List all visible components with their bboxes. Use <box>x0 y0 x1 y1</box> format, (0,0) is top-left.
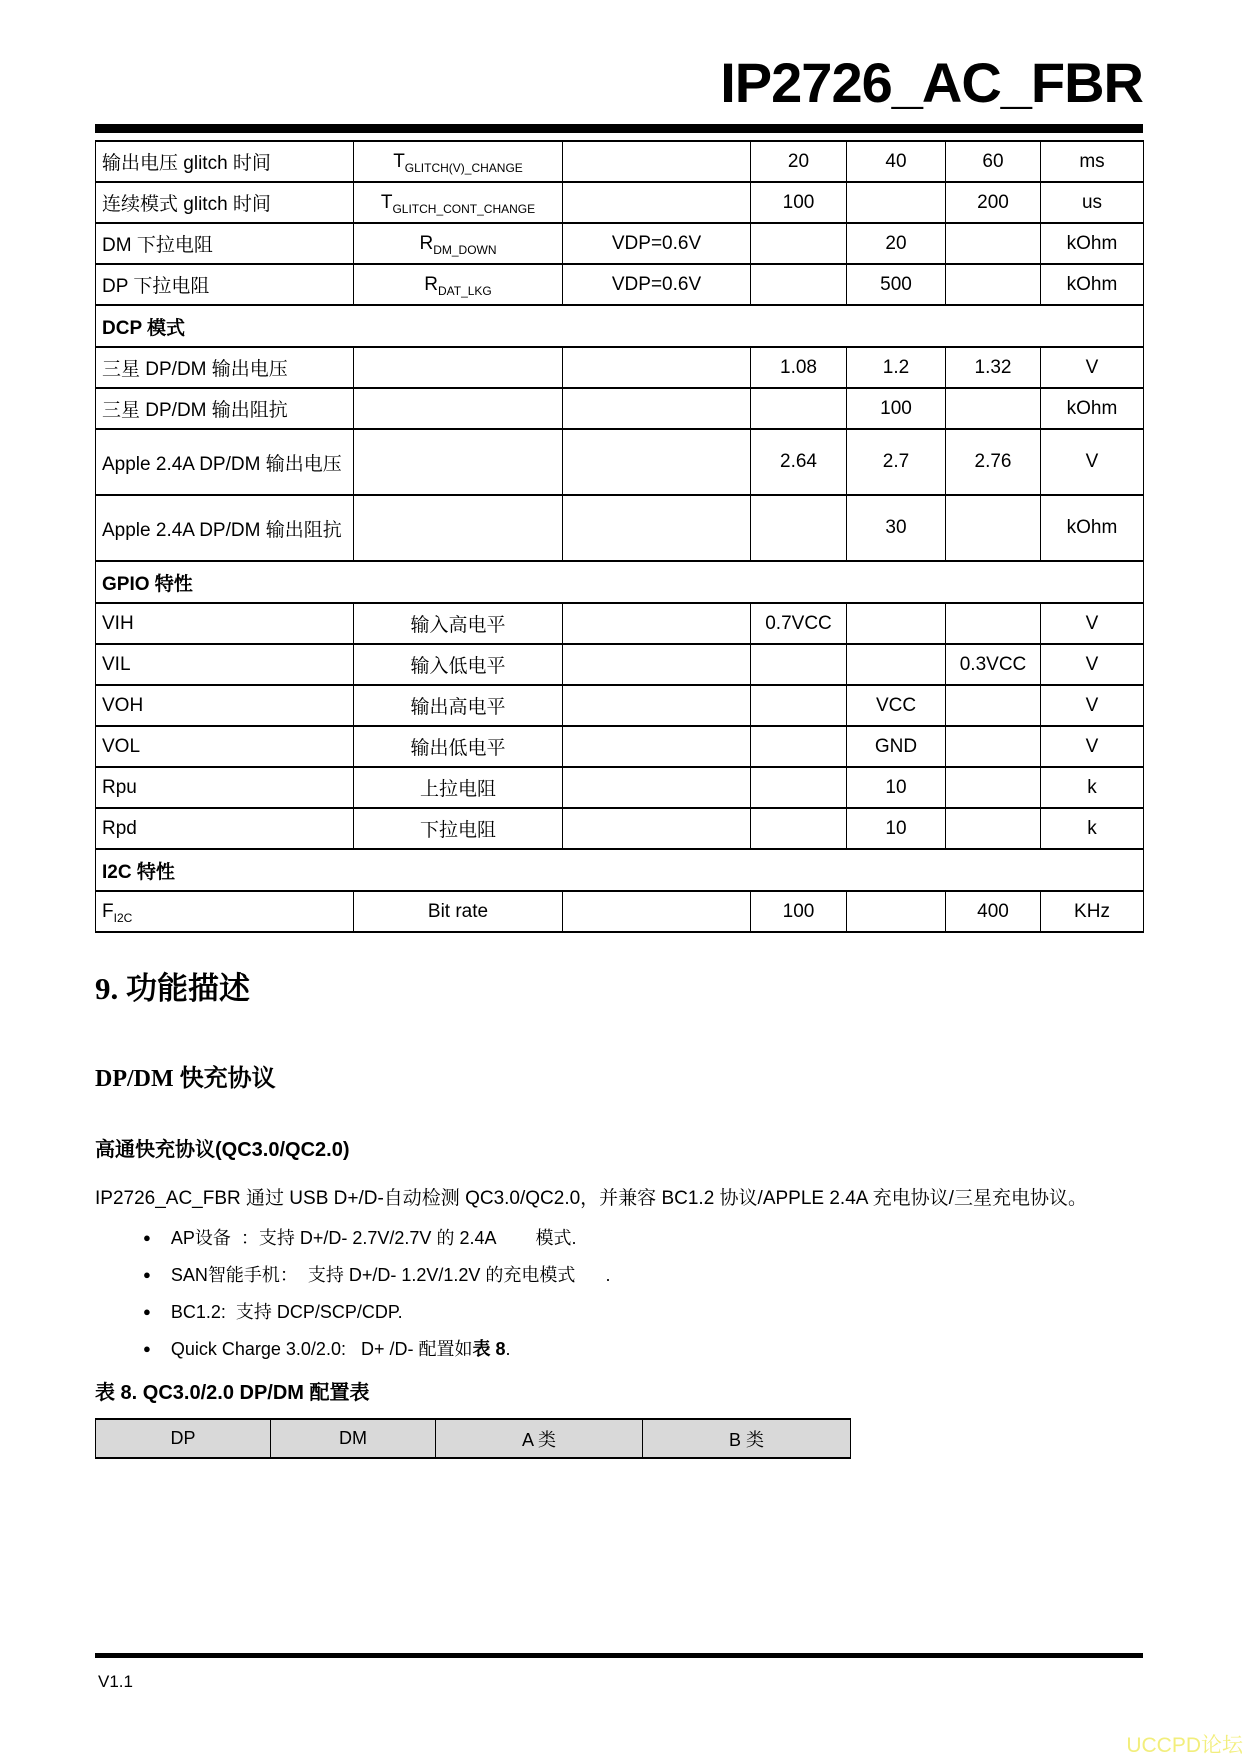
spec-cell: V <box>1041 603 1144 644</box>
spec-cell: 400 <box>946 891 1041 932</box>
spec-section-row <box>96 561 1144 603</box>
spec-cell <box>751 685 847 726</box>
spec-cell <box>563 429 751 495</box>
spec-cell: 连续模式 glitch 时间 <box>96 182 354 223</box>
body-paragraph: IP2726_AC_FBR 通过 USB D+/D-自动检测 QC3.0/QC2.0，并兼容 BC1.2 协议/APPLE 2.4A 充电协议/三星充电协议。 <box>95 1188 1087 1209</box>
spec-cell: DM 下拉电阻 <box>96 223 354 264</box>
spec-row <box>96 223 1144 264</box>
table8 <box>95 1418 851 1459</box>
spec-cell: V <box>1041 429 1144 495</box>
spec-cell <box>946 726 1041 767</box>
spec-row <box>96 767 1144 808</box>
spec-row <box>96 429 1144 495</box>
spec-cell: 100 <box>751 182 847 223</box>
spec-cell: k <box>1041 808 1144 849</box>
spec-cell: 下拉电阻 <box>354 808 563 849</box>
bullet-text: AP设备 ：支持 D+/D- 2.7V/2.7V 的 2.4A 模式. <box>170 1228 577 1248</box>
watermark: UCCPD论坛 <box>1126 1734 1243 1757</box>
table8-caption: 表 8. QC3.0/2.0 DP/DM 配置表 <box>95 1382 370 1404</box>
spec-cell: DP 下拉电阻 <box>96 264 354 305</box>
spec-section-row <box>96 849 1144 891</box>
header-rule <box>95 124 1143 133</box>
spec-cell <box>563 767 751 808</box>
spec-row <box>96 644 1144 685</box>
spec-row <box>96 182 1144 223</box>
spec-cell: GND <box>847 726 946 767</box>
bullet-text: Quick Charge 3.0/2.0: D+ /D- 配置如表 8. <box>170 1339 511 1359</box>
spec-cell: VDP=0.6V <box>563 223 751 264</box>
spec-cell <box>563 644 751 685</box>
spec-cell <box>751 644 847 685</box>
spec-cell: 输出低电平 <box>354 726 563 767</box>
spec-cell: 2.64 <box>751 429 847 495</box>
spec-cell <box>563 603 751 644</box>
footer-rule <box>95 1653 1143 1658</box>
spec-cell: 三星 DP/DM 输出阻抗 <box>96 388 354 429</box>
spec-row <box>96 347 1144 388</box>
spec-cell: 输出电压 glitch 时间 <box>96 141 354 182</box>
table8-header-row <box>96 1419 851 1458</box>
table8-header-cell: B 类 <box>643 1419 851 1458</box>
spec-cell <box>354 347 563 388</box>
protocol-heading: 高通快充协议(QC3.0/QC2.0) <box>95 1139 350 1161</box>
bullet-item <box>143 1301 1143 1325</box>
spec-cell <box>563 388 751 429</box>
spec-section-row <box>96 305 1144 347</box>
spec-cell <box>946 603 1041 644</box>
spec-cell: 2.76 <box>946 429 1041 495</box>
spec-row <box>96 603 1144 644</box>
spec-cell <box>751 388 847 429</box>
bullet-list <box>95 1227 1143 1362</box>
subsection-heading: DP/DM 快充协议 <box>95 1066 276 1092</box>
spec-cell <box>563 495 751 561</box>
spec-cell <box>751 767 847 808</box>
spec-cell <box>563 891 751 932</box>
spec-cell <box>946 685 1041 726</box>
table8-header-cell: A 类 <box>436 1419 643 1458</box>
spec-cell: k <box>1041 767 1144 808</box>
spec-cell: 2.7 <box>847 429 946 495</box>
footer-version: V1.1 <box>98 1672 133 1691</box>
spec-cell <box>946 767 1041 808</box>
spec-row <box>96 264 1144 305</box>
bullet-icon: ● <box>143 1304 151 1319</box>
spec-cell: $T_{GLITCH(V)\_CHANGE}$ <box>354 141 563 182</box>
spec-cell: 20 <box>751 141 847 182</box>
spec-cell: V <box>1041 644 1144 685</box>
spec-cell: 上拉电阻 <box>354 767 563 808</box>
spec-cell <box>563 685 751 726</box>
spec-cell <box>751 495 847 561</box>
spec-cell: VIL <box>96 644 354 685</box>
spec-cell <box>563 182 751 223</box>
spec-cell: 0.3VCC <box>946 644 1041 685</box>
spec-cell <box>946 223 1041 264</box>
spec-cell <box>751 264 847 305</box>
spec-cell: 40 <box>847 141 946 182</box>
spec-cell <box>847 644 946 685</box>
section-heading: 9. 功能描述 <box>95 971 250 1006</box>
spec-cell <box>946 495 1041 561</box>
spec-cell: 20 <box>847 223 946 264</box>
spec-cell: Apple 2.4A DP/DM 输出阻抗 <box>96 495 354 561</box>
page-title: IP2726_AC_FBR <box>720 51 1143 114</box>
spec-cell <box>354 495 563 561</box>
spec-cell: 200 <box>946 182 1041 223</box>
spec-cell: V <box>1041 726 1144 767</box>
spec-cell: 0.7VCC <box>751 603 847 644</box>
spec-cell: VIH <box>96 603 354 644</box>
spec-cell <box>563 808 751 849</box>
spec-table <box>95 140 1144 933</box>
bullet-text: BC1.2: 支持 DCP/SCP/CDP. <box>170 1302 403 1322</box>
spec-row <box>96 808 1144 849</box>
spec-cell <box>563 141 751 182</box>
spec-cell: 输入高电平 <box>354 603 563 644</box>
spec-row <box>96 726 1144 767</box>
spec-cell: kOhm <box>1041 388 1144 429</box>
spec-row <box>96 495 1144 561</box>
spec-cell <box>563 726 751 767</box>
spec-cell: VCC <box>847 685 946 726</box>
spec-cell: 10 <box>847 767 946 808</box>
spec-cell: VOH <box>96 685 354 726</box>
spec-cell <box>354 388 563 429</box>
spec-cell: kOhm <box>1041 264 1144 305</box>
spec-cell: 输出高电平 <box>354 685 563 726</box>
table8-header-cell: DP <box>96 1419 271 1458</box>
spec-cell: Rpd <box>96 808 354 849</box>
spec-cell: 输入低电平 <box>354 644 563 685</box>
spec-cell: $T_{GLITCH\_CONT\_CHANGE}$ <box>354 182 563 223</box>
spec-row <box>96 388 1144 429</box>
spec-cell: 10 <box>847 808 946 849</box>
spec-cell: V <box>1041 347 1144 388</box>
spec-row <box>96 141 1144 182</box>
spec-cell: VDP=0.6V <box>563 264 751 305</box>
spec-section-label: DCP 模式 <box>96 305 1144 347</box>
spec-cell: 三星 DP/DM 输出电压 <box>96 347 354 388</box>
spec-cell <box>847 603 946 644</box>
spec-cell: $F_{I2C}$ <box>96 891 354 932</box>
spec-cell <box>354 429 563 495</box>
spec-cell <box>751 726 847 767</box>
spec-cell: 1.32 <box>946 347 1041 388</box>
spec-cell: kOhm <box>1041 223 1144 264</box>
spec-cell: Apple 2.4A DP/DM 输出电压 <box>96 429 354 495</box>
spec-cell <box>847 891 946 932</box>
spec-cell: 30 <box>847 495 946 561</box>
bullet-item <box>143 1264 1143 1288</box>
spec-cell: 60 <box>946 141 1041 182</box>
bullet-icon: ● <box>143 1341 151 1356</box>
spec-cell: 100 <box>847 388 946 429</box>
bullet-item <box>143 1227 1143 1251</box>
spec-cell: $R_{DAT\_LKG}$ <box>354 264 563 305</box>
spec-cell <box>847 182 946 223</box>
spec-cell: V <box>1041 685 1144 726</box>
spec-cell: VOL <box>96 726 354 767</box>
spec-cell <box>751 808 847 849</box>
spec-cell: $R_{DM\_DOWN}$ <box>354 223 563 264</box>
spec-cell: ms <box>1041 141 1144 182</box>
spec-cell: KHz <box>1041 891 1144 932</box>
spec-section-label: GPIO 特性 <box>96 561 1144 603</box>
spec-row <box>96 891 1144 932</box>
spec-cell: Rpu <box>96 767 354 808</box>
spec-cell <box>563 347 751 388</box>
spec-cell: 500 <box>847 264 946 305</box>
spec-row <box>96 685 1144 726</box>
spec-cell: 1.08 <box>751 347 847 388</box>
bullet-icon: ● <box>143 1230 151 1245</box>
spec-cell: us <box>1041 182 1144 223</box>
spec-cell: Bit rate <box>354 891 563 932</box>
bullet-text: SAN智能手机： 支持 D+/D- 1.2V/1.2V 的充电模式 . <box>170 1265 611 1285</box>
table8-header-cell: DM <box>271 1419 436 1458</box>
spec-cell <box>946 388 1041 429</box>
spec-cell <box>946 264 1041 305</box>
spec-cell: 1.2 <box>847 347 946 388</box>
spec-cell: 100 <box>751 891 847 932</box>
bullet-item <box>143 1338 1143 1362</box>
bullet-icon: ● <box>143 1267 151 1282</box>
spec-section-label: I2C 特性 <box>96 849 1144 891</box>
spec-cell <box>751 223 847 264</box>
spec-cell <box>946 808 1041 849</box>
spec-cell: kOhm <box>1041 495 1144 561</box>
